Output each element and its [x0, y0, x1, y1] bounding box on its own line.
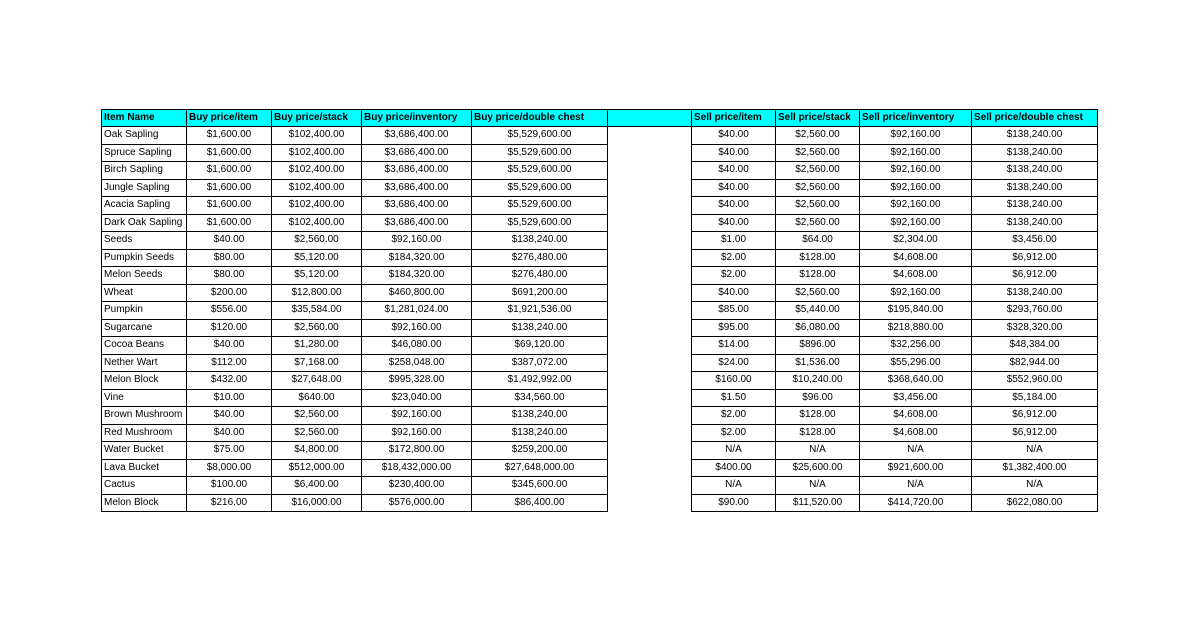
buy-inventory-cell[interactable]: $18,432,000.00	[362, 459, 472, 477]
sell-stack-cell[interactable]: $2,560.00	[776, 162, 860, 180]
sell-stack-cell[interactable]: $1,536.00	[776, 354, 860, 372]
header-empty-cell[interactable]	[608, 110, 692, 127]
sell-stack-cell[interactable]: $96.00	[776, 389, 860, 407]
sell-inventory-cell[interactable]: $414,720.00	[860, 494, 972, 512]
buy-item-cell[interactable]: $75.00	[187, 442, 272, 460]
buy-item-cell[interactable]: $1,600.00	[187, 127, 272, 145]
buy-inventory-cell[interactable]: $3,686,400.00	[362, 179, 472, 197]
sell-item-cell[interactable]: $14.00	[692, 337, 776, 355]
empty-cell[interactable]	[608, 197, 692, 215]
table-row	[102, 127, 1098, 145]
item-name-cell[interactable]: Dark Oak Sapling	[102, 214, 187, 232]
buy-stack-cell[interactable]: $5,120.00	[272, 267, 362, 285]
sell-inventory-cell[interactable]: $4,608.00	[860, 407, 972, 425]
sell-inventory-cell[interactable]: $368,640.00	[860, 372, 972, 390]
header-sell-price-item[interactable]: Sell price/item	[692, 110, 776, 127]
buy-stack-cell[interactable]: $102,400.00	[272, 127, 362, 145]
buy-double-chest-cell[interactable]: $34,560.00	[472, 389, 608, 407]
sell-inventory-cell[interactable]: $195,840.00	[860, 302, 972, 320]
sell-stack-cell[interactable]: $10,240.00	[776, 372, 860, 390]
buy-item-cell[interactable]: $40.00	[187, 337, 272, 355]
item-name-cell[interactable]: Pumpkin	[102, 302, 187, 320]
buy-item-cell[interactable]: $10.00	[187, 389, 272, 407]
sell-double-chest-cell[interactable]: $622,080.00	[972, 494, 1098, 512]
sell-item-cell[interactable]: $400.00	[692, 459, 776, 477]
sell-stack-cell[interactable]: $128.00	[776, 424, 860, 442]
sell-stack-cell[interactable]: $2,560.00	[776, 144, 860, 162]
empty-cell[interactable]	[608, 319, 692, 337]
buy-item-cell[interactable]: $1,600.00	[187, 214, 272, 232]
sell-stack-cell[interactable]: $128.00	[776, 267, 860, 285]
table-row	[102, 354, 1098, 372]
sell-item-cell[interactable]: $40.00	[692, 197, 776, 215]
sell-double-chest-cell[interactable]: $48,384.00	[972, 337, 1098, 355]
empty-cell[interactable]	[608, 179, 692, 197]
empty-cell[interactable]	[608, 337, 692, 355]
sell-item-cell[interactable]: $90.00	[692, 494, 776, 512]
buy-item-cell[interactable]: $120.00	[187, 319, 272, 337]
sell-stack-cell[interactable]: $896.00	[776, 337, 860, 355]
buy-double-chest-cell[interactable]: $345,600.00	[472, 477, 608, 495]
buy-stack-cell[interactable]: $6,400.00	[272, 477, 362, 495]
sell-stack-cell[interactable]: $2,560.00	[776, 214, 860, 232]
item-name-cell[interactable]: Oak Sapling	[102, 127, 187, 145]
buy-stack-cell[interactable]: $35,584.00	[272, 302, 362, 320]
buy-stack-cell[interactable]: $7,168.00	[272, 354, 362, 372]
buy-double-chest-cell[interactable]: $691,200.00	[472, 284, 608, 302]
buy-double-chest-cell[interactable]: $138,240.00	[472, 407, 608, 425]
buy-double-chest-cell[interactable]: $276,480.00	[472, 249, 608, 267]
sell-item-cell[interactable]: $40.00	[692, 144, 776, 162]
table-row	[102, 214, 1098, 232]
buy-double-chest-cell[interactable]: $387,072.00	[472, 354, 608, 372]
sell-double-chest-cell[interactable]: $138,240.00	[972, 214, 1098, 232]
table-row	[102, 494, 1098, 512]
empty-cell[interactable]	[608, 162, 692, 180]
item-name-cell[interactable]: Nether Wart	[102, 354, 187, 372]
buy-item-cell[interactable]: $200.00	[187, 284, 272, 302]
sell-stack-cell[interactable]: $64.00	[776, 232, 860, 250]
sell-inventory-cell[interactable]: $92,160.00	[860, 127, 972, 145]
table-row	[102, 407, 1098, 425]
sell-inventory-cell[interactable]: $92,160.00	[860, 197, 972, 215]
buy-stack-cell[interactable]: $102,400.00	[272, 162, 362, 180]
sell-stack-cell[interactable]: $2,560.00	[776, 197, 860, 215]
sell-stack-cell[interactable]: $2,560.00	[776, 284, 860, 302]
table-row	[102, 162, 1098, 180]
sell-double-chest-cell[interactable]: $138,240.00	[972, 144, 1098, 162]
sell-inventory-cell[interactable]: $92,160.00	[860, 162, 972, 180]
buy-inventory-cell[interactable]: $230,400.00	[362, 477, 472, 495]
sell-stack-cell[interactable]: $6,080.00	[776, 319, 860, 337]
price-table-body	[102, 110, 1098, 512]
buy-item-cell[interactable]: $1,600.00	[187, 144, 272, 162]
table-row	[102, 179, 1098, 197]
empty-cell[interactable]	[608, 284, 692, 302]
buy-stack-cell[interactable]: $2,560.00	[272, 319, 362, 337]
sell-item-cell[interactable]: N/A	[692, 442, 776, 460]
sell-double-chest-cell[interactable]: $1,382,400.00	[972, 459, 1098, 477]
sell-item-cell[interactable]: $40.00	[692, 179, 776, 197]
buy-item-cell[interactable]: $100.00	[187, 477, 272, 495]
sell-inventory-cell[interactable]: $92,160.00	[860, 284, 972, 302]
buy-item-cell[interactable]: $112.00	[187, 354, 272, 372]
empty-cell[interactable]	[608, 267, 692, 285]
sell-stack-cell[interactable]: N/A	[776, 477, 860, 495]
sell-double-chest-cell[interactable]: N/A	[972, 477, 1098, 495]
buy-double-chest-cell[interactable]: $5,529,600.00	[472, 144, 608, 162]
item-name-cell[interactable]: Lava Bucket	[102, 459, 187, 477]
empty-cell[interactable]	[608, 302, 692, 320]
sell-double-chest-cell[interactable]: $6,912.00	[972, 249, 1098, 267]
empty-cell[interactable]	[608, 232, 692, 250]
empty-cell[interactable]	[608, 249, 692, 267]
buy-stack-cell[interactable]: $2,560.00	[272, 232, 362, 250]
buy-inventory-cell[interactable]: $1,281,024.00	[362, 302, 472, 320]
buy-double-chest-cell[interactable]: $5,529,600.00	[472, 179, 608, 197]
sell-stack-cell[interactable]: $25,600.00	[776, 459, 860, 477]
item-name-cell[interactable]: Cactus	[102, 477, 187, 495]
empty-cell[interactable]	[608, 442, 692, 460]
sell-double-chest-cell[interactable]: $293,760.00	[972, 302, 1098, 320]
table-row	[102, 389, 1098, 407]
buy-stack-cell[interactable]: $4,800.00	[272, 442, 362, 460]
item-name-cell[interactable]: Melon Seeds	[102, 267, 187, 285]
buy-stack-cell[interactable]: $1,280.00	[272, 337, 362, 355]
table-row	[102, 442, 1098, 460]
buy-double-chest-cell[interactable]: $1,492,992.00	[472, 372, 608, 390]
buy-double-chest-cell[interactable]: $5,529,600.00	[472, 197, 608, 215]
buy-inventory-cell[interactable]: $184,320.00	[362, 249, 472, 267]
table-row	[102, 232, 1098, 250]
buy-item-cell[interactable]: $1,600.00	[187, 197, 272, 215]
buy-inventory-cell[interactable]: $92,160.00	[362, 407, 472, 425]
sell-double-chest-cell[interactable]: $138,240.00	[972, 284, 1098, 302]
buy-double-chest-cell[interactable]: $27,648,000.00	[472, 459, 608, 477]
buy-item-cell[interactable]: $432.00	[187, 372, 272, 390]
buy-inventory-cell[interactable]: $3,686,400.00	[362, 197, 472, 215]
empty-cell[interactable]	[608, 127, 692, 145]
item-name-cell[interactable]: Jungle Sapling	[102, 179, 187, 197]
empty-cell[interactable]	[608, 372, 692, 390]
table-row	[102, 477, 1098, 495]
buy-double-chest-cell[interactable]: $138,240.00	[472, 319, 608, 337]
buy-double-chest-cell[interactable]: $5,529,600.00	[472, 127, 608, 145]
item-name-cell[interactable]: Seeds	[102, 232, 187, 250]
item-name-cell[interactable]: Cocoa Beans	[102, 337, 187, 355]
buy-item-cell[interactable]: $80.00	[187, 267, 272, 285]
empty-cell[interactable]	[608, 354, 692, 372]
buy-item-cell[interactable]: $8,000.00	[187, 459, 272, 477]
sell-inventory-cell[interactable]: $4,608.00	[860, 249, 972, 267]
sell-stack-cell[interactable]: $5,440.00	[776, 302, 860, 320]
buy-stack-cell[interactable]: $2,560.00	[272, 407, 362, 425]
item-name-cell[interactable]: Spruce Sapling	[102, 144, 187, 162]
table-row	[102, 302, 1098, 320]
sell-double-chest-cell[interactable]: $138,240.00	[972, 127, 1098, 145]
sell-item-cell[interactable]: $85.00	[692, 302, 776, 320]
sell-stack-cell[interactable]: $128.00	[776, 407, 860, 425]
table-row	[102, 144, 1098, 162]
item-name-cell[interactable]: Melon Block	[102, 372, 187, 390]
empty-cell[interactable]	[608, 459, 692, 477]
buy-stack-cell[interactable]: $102,400.00	[272, 214, 362, 232]
empty-cell[interactable]	[608, 477, 692, 495]
table-row	[102, 249, 1098, 267]
item-name-cell[interactable]: Water Bucket	[102, 442, 187, 460]
item-name-cell[interactable]: Wheat	[102, 284, 187, 302]
buy-item-cell[interactable]: $1,600.00	[187, 162, 272, 180]
header-sell-price-inventory[interactable]: Sell price/inventory	[860, 110, 972, 127]
item-name-cell[interactable]: Red Mushroom	[102, 424, 187, 442]
header-sell-price-double-chest[interactable]: Sell price/double chest	[972, 110, 1098, 127]
buy-stack-cell[interactable]: $102,400.00	[272, 179, 362, 197]
item-name-cell[interactable]: Birch Sapling	[102, 162, 187, 180]
header-buy-price-double-chest[interactable]: Buy price/double chest	[472, 110, 608, 127]
buy-item-cell[interactable]: $80.00	[187, 249, 272, 267]
empty-cell[interactable]	[608, 389, 692, 407]
buy-stack-cell[interactable]: $12,800.00	[272, 284, 362, 302]
buy-inventory-cell[interactable]: $995,328.00	[362, 372, 472, 390]
table-row	[102, 197, 1098, 215]
sell-item-cell[interactable]: $95.00	[692, 319, 776, 337]
buy-stack-cell[interactable]: $102,400.00	[272, 197, 362, 215]
buy-inventory-cell[interactable]: $576,000.00	[362, 494, 472, 512]
sell-item-cell[interactable]: $24.00	[692, 354, 776, 372]
header-buy-price-inventory[interactable]: Buy price/inventory	[362, 110, 472, 127]
table-row	[102, 319, 1098, 337]
buy-double-chest-cell[interactable]: $1,921,536.00	[472, 302, 608, 320]
sell-item-cell[interactable]: $1.50	[692, 389, 776, 407]
buy-double-chest-cell[interactable]: $138,240.00	[472, 232, 608, 250]
sell-double-chest-cell[interactable]: $138,240.00	[972, 197, 1098, 215]
sell-inventory-cell[interactable]: $4,608.00	[860, 267, 972, 285]
sell-double-chest-cell[interactable]: $328,320.00	[972, 319, 1098, 337]
buy-inventory-cell[interactable]: $258,048.00	[362, 354, 472, 372]
sell-item-cell[interactable]: $160.00	[692, 372, 776, 390]
sell-inventory-cell[interactable]: N/A	[860, 477, 972, 495]
buy-inventory-cell[interactable]: $3,686,400.00	[362, 127, 472, 145]
buy-item-cell[interactable]: $40.00	[187, 407, 272, 425]
sell-inventory-cell[interactable]: N/A	[860, 442, 972, 460]
buy-double-chest-cell[interactable]: $138,240.00	[472, 424, 608, 442]
item-name-cell[interactable]: Melon Block	[102, 494, 187, 512]
empty-cell[interactable]	[608, 407, 692, 425]
item-name-cell[interactable]: Vine	[102, 389, 187, 407]
item-name-cell[interactable]: Sugarcane	[102, 319, 187, 337]
sell-inventory-cell[interactable]: $92,160.00	[860, 214, 972, 232]
buy-stack-cell[interactable]: $102,400.00	[272, 144, 362, 162]
empty-cell[interactable]	[608, 424, 692, 442]
buy-item-cell[interactable]: $216.00	[187, 494, 272, 512]
sell-double-chest-cell[interactable]: $82,944.00	[972, 354, 1098, 372]
buy-double-chest-cell[interactable]: $5,529,600.00	[472, 214, 608, 232]
sell-double-chest-cell[interactable]: N/A	[972, 442, 1098, 460]
buy-stack-cell[interactable]: $27,648.00	[272, 372, 362, 390]
sell-double-chest-cell[interactable]: $138,240.00	[972, 162, 1098, 180]
header-row	[102, 110, 1098, 127]
buy-inventory-cell[interactable]: $460,800.00	[362, 284, 472, 302]
buy-inventory-cell[interactable]: $184,320.00	[362, 267, 472, 285]
table-row	[102, 459, 1098, 477]
sell-inventory-cell[interactable]: $4,608.00	[860, 424, 972, 442]
sell-inventory-cell[interactable]: $2,304.00	[860, 232, 972, 250]
buy-item-cell[interactable]: $40.00	[187, 232, 272, 250]
sell-inventory-cell[interactable]: $92,160.00	[860, 179, 972, 197]
buy-inventory-cell[interactable]: $92,160.00	[362, 319, 472, 337]
sell-item-cell[interactable]: $40.00	[692, 162, 776, 180]
buy-item-cell[interactable]: $1,600.00	[187, 179, 272, 197]
sell-item-cell[interactable]: $2.00	[692, 267, 776, 285]
buy-inventory-cell[interactable]: $172,800.00	[362, 442, 472, 460]
sell-stack-cell[interactable]: $11,520.00	[776, 494, 860, 512]
sell-stack-cell[interactable]: $2,560.00	[776, 179, 860, 197]
buy-double-chest-cell[interactable]: $86,400.00	[472, 494, 608, 512]
buy-inventory-cell[interactable]: $3,686,400.00	[362, 214, 472, 232]
buy-item-cell[interactable]: $40.00	[187, 424, 272, 442]
sell-item-cell[interactable]: $2.00	[692, 249, 776, 267]
header-sell-price-stack[interactable]: Sell price/stack	[776, 110, 860, 127]
table-row	[102, 267, 1098, 285]
sell-double-chest-cell[interactable]: $138,240.00	[972, 179, 1098, 197]
empty-cell[interactable]	[608, 144, 692, 162]
buy-stack-cell[interactable]: $512,000.00	[272, 459, 362, 477]
sell-inventory-cell[interactable]: $3,456.00	[860, 389, 972, 407]
item-name-cell[interactable]: Pumpkin Seeds	[102, 249, 187, 267]
buy-stack-cell[interactable]: $16,000.00	[272, 494, 362, 512]
sell-inventory-cell[interactable]: $921,600.00	[860, 459, 972, 477]
sell-double-chest-cell[interactable]: $5,184.00	[972, 389, 1098, 407]
buy-double-chest-cell[interactable]: $5,529,600.00	[472, 162, 608, 180]
price-table	[101, 109, 1098, 512]
sell-double-chest-cell[interactable]: $552,960.00	[972, 372, 1098, 390]
table-row	[102, 284, 1098, 302]
buy-inventory-cell[interactable]: $3,686,400.00	[362, 144, 472, 162]
sell-item-cell[interactable]: $40.00	[692, 284, 776, 302]
sell-item-cell[interactable]: $1.00	[692, 232, 776, 250]
sell-stack-cell[interactable]: $128.00	[776, 249, 860, 267]
sell-inventory-cell[interactable]: $55,296.00	[860, 354, 972, 372]
sell-stack-cell[interactable]: N/A	[776, 442, 860, 460]
buy-inventory-cell[interactable]: $46,080.00	[362, 337, 472, 355]
buy-item-cell[interactable]: $556.00	[187, 302, 272, 320]
header-buy-price-stack[interactable]: Buy price/stack	[272, 110, 362, 127]
buy-inventory-cell[interactable]: $3,686,400.00	[362, 162, 472, 180]
buy-inventory-cell[interactable]: $92,160.00	[362, 232, 472, 250]
sell-double-chest-cell[interactable]: $6,912.00	[972, 424, 1098, 442]
buy-inventory-cell[interactable]: $92,160.00	[362, 424, 472, 442]
buy-stack-cell[interactable]: $2,560.00	[272, 424, 362, 442]
sell-inventory-cell[interactable]: $32,256.00	[860, 337, 972, 355]
buy-inventory-cell[interactable]: $23,040.00	[362, 389, 472, 407]
table-row	[102, 372, 1098, 390]
sell-item-cell[interactable]: $40.00	[692, 214, 776, 232]
buy-stack-cell[interactable]: $5,120.00	[272, 249, 362, 267]
buy-double-chest-cell[interactable]: $69,120.00	[472, 337, 608, 355]
header-item-name[interactable]: Item Name	[102, 110, 187, 127]
sell-double-chest-cell[interactable]: $6,912.00	[972, 407, 1098, 425]
sell-inventory-cell[interactable]: $92,160.00	[860, 144, 972, 162]
sell-item-cell[interactable]: N/A	[692, 477, 776, 495]
sell-item-cell[interactable]: $40.00	[692, 127, 776, 145]
sell-double-chest-cell[interactable]: $6,912.00	[972, 267, 1098, 285]
buy-stack-cell[interactable]: $640.00	[272, 389, 362, 407]
header-buy-price-item[interactable]: Buy price/item	[187, 110, 272, 127]
table-row	[102, 337, 1098, 355]
sell-item-cell[interactable]: $2.00	[692, 424, 776, 442]
buy-double-chest-cell[interactable]: $276,480.00	[472, 267, 608, 285]
sell-stack-cell[interactable]: $2,560.00	[776, 127, 860, 145]
item-name-cell[interactable]: Acacia Sapling	[102, 197, 187, 215]
table-row	[102, 424, 1098, 442]
sell-inventory-cell[interactable]: $218,880.00	[860, 319, 972, 337]
sell-double-chest-cell[interactable]: $3,456.00	[972, 232, 1098, 250]
empty-cell[interactable]	[608, 494, 692, 512]
buy-double-chest-cell[interactable]: $259,200.00	[472, 442, 608, 460]
item-name-cell[interactable]: Brown Mushroom	[102, 407, 187, 425]
sell-item-cell[interactable]: $2.00	[692, 407, 776, 425]
empty-cell[interactable]	[608, 214, 692, 232]
